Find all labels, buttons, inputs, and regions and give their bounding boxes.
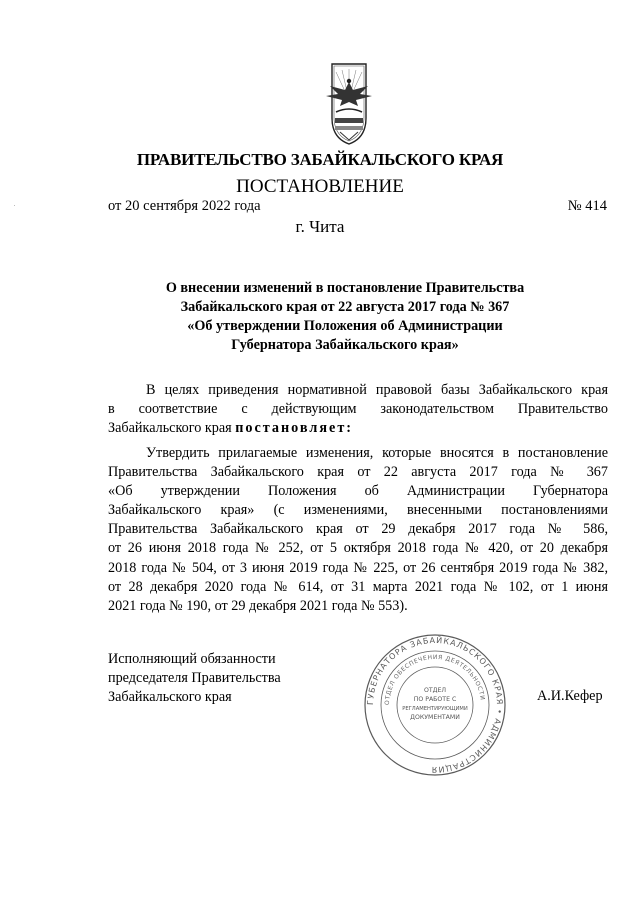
paragraph-line: Правительства Забайкальского края от 22 августа 2017 года № 367 xyxy=(108,464,608,481)
seal-inner-text: ОТДЕЛ ОБЕСПЕЧЕНИЯ ДЕЯТЕЛЬНОСТИ xyxy=(383,653,486,706)
government-title: ПРАВИТЕЛЬСТВО ЗАБАЙКАЛЬСКОГО КРАЯ xyxy=(136,150,504,169)
paragraph-line xyxy=(108,419,608,438)
paragraph-line: от 28 декабря 2020 года № 614, от 31 марта 2021 года № 102, от 1 июня xyxy=(108,578,608,595)
document-date: от 20 сентября 2022 года xyxy=(108,198,261,214)
subject-line: Забайкальского края от 22 августа 2017 года № 367 xyxy=(180,299,510,315)
subject-line: Губернатора Забайкальского края» xyxy=(231,337,459,353)
seal-center-text: РЕГЛАМЕНТИРУЮЩИМИ xyxy=(402,706,468,712)
subject-line: «Об утверждении Положения об Администрации xyxy=(187,318,503,334)
preamble-paragraph xyxy=(108,381,608,438)
signer-name: А.И.Кефер xyxy=(537,688,603,704)
document-city: г. Чита xyxy=(295,217,345,236)
paragraph-text: Забайкальского края xyxy=(108,420,236,437)
seal-center-text: ОТДЕЛ xyxy=(423,687,447,694)
paragraph-line: в соответствие с действующим законодательством Правительство xyxy=(108,401,608,418)
paragraph-line: 2021 года № 190, от 29 декабря 2021 года № 553). xyxy=(108,597,408,614)
signer-position-line: председателя Правительства xyxy=(108,670,281,686)
official-seal-stamp xyxy=(360,634,510,776)
signer-position-line: Исполняющий обязанности xyxy=(108,651,276,667)
paragraph-line: Правительства Забайкальского края от 29 декабря 2017 года № 586, xyxy=(108,521,608,538)
resolution-paragraph xyxy=(108,444,608,616)
seal-center-text: ДОКУМЕНТАМИ xyxy=(410,714,460,721)
seal-outer-text: ГУБЕРНАТОРА ЗАБАЙКАЛЬСКОГО КРАЯ • АДМИНИСТРАЦИЯ xyxy=(365,635,505,775)
document-subject xyxy=(130,279,560,355)
paragraph-line: В целях приведения нормативной правовой базы Забайкальского края xyxy=(146,382,608,398)
coat-of-arms-emblem xyxy=(318,60,380,148)
scan-speck xyxy=(14,205,15,206)
paragraph-line: 2018 года № 504, от 3 июня 2019 года № 225, от 26 сентября 2019 года № 382, xyxy=(108,559,608,576)
paragraph-line: Забайкальского края» (с изменениями, внесенными постановлениями xyxy=(108,502,608,519)
paragraph-line: Утвердить прилагаемые изменения, которые вносятся в постановление xyxy=(146,445,608,461)
resolves-word: постановляет: xyxy=(235,420,354,437)
signer-position xyxy=(108,650,281,707)
seal-center-text: ПО РАБОТЕ С xyxy=(413,696,457,703)
signer-position-line: Забайкальского края xyxy=(108,689,232,705)
document-type: ПОСТАНОВЛЕНИЕ xyxy=(236,176,404,197)
paragraph-line: «Об утверждении Положения об Администрации Губернатора xyxy=(108,483,608,500)
paragraph-line: от 26 июня 2018 года № 252, от 5 октября 2018 года № 420, от 20 декабря xyxy=(108,540,608,557)
document-number: № 414 xyxy=(567,198,607,214)
subject-line: О внесении изменений в постановление Правительства xyxy=(165,280,525,296)
